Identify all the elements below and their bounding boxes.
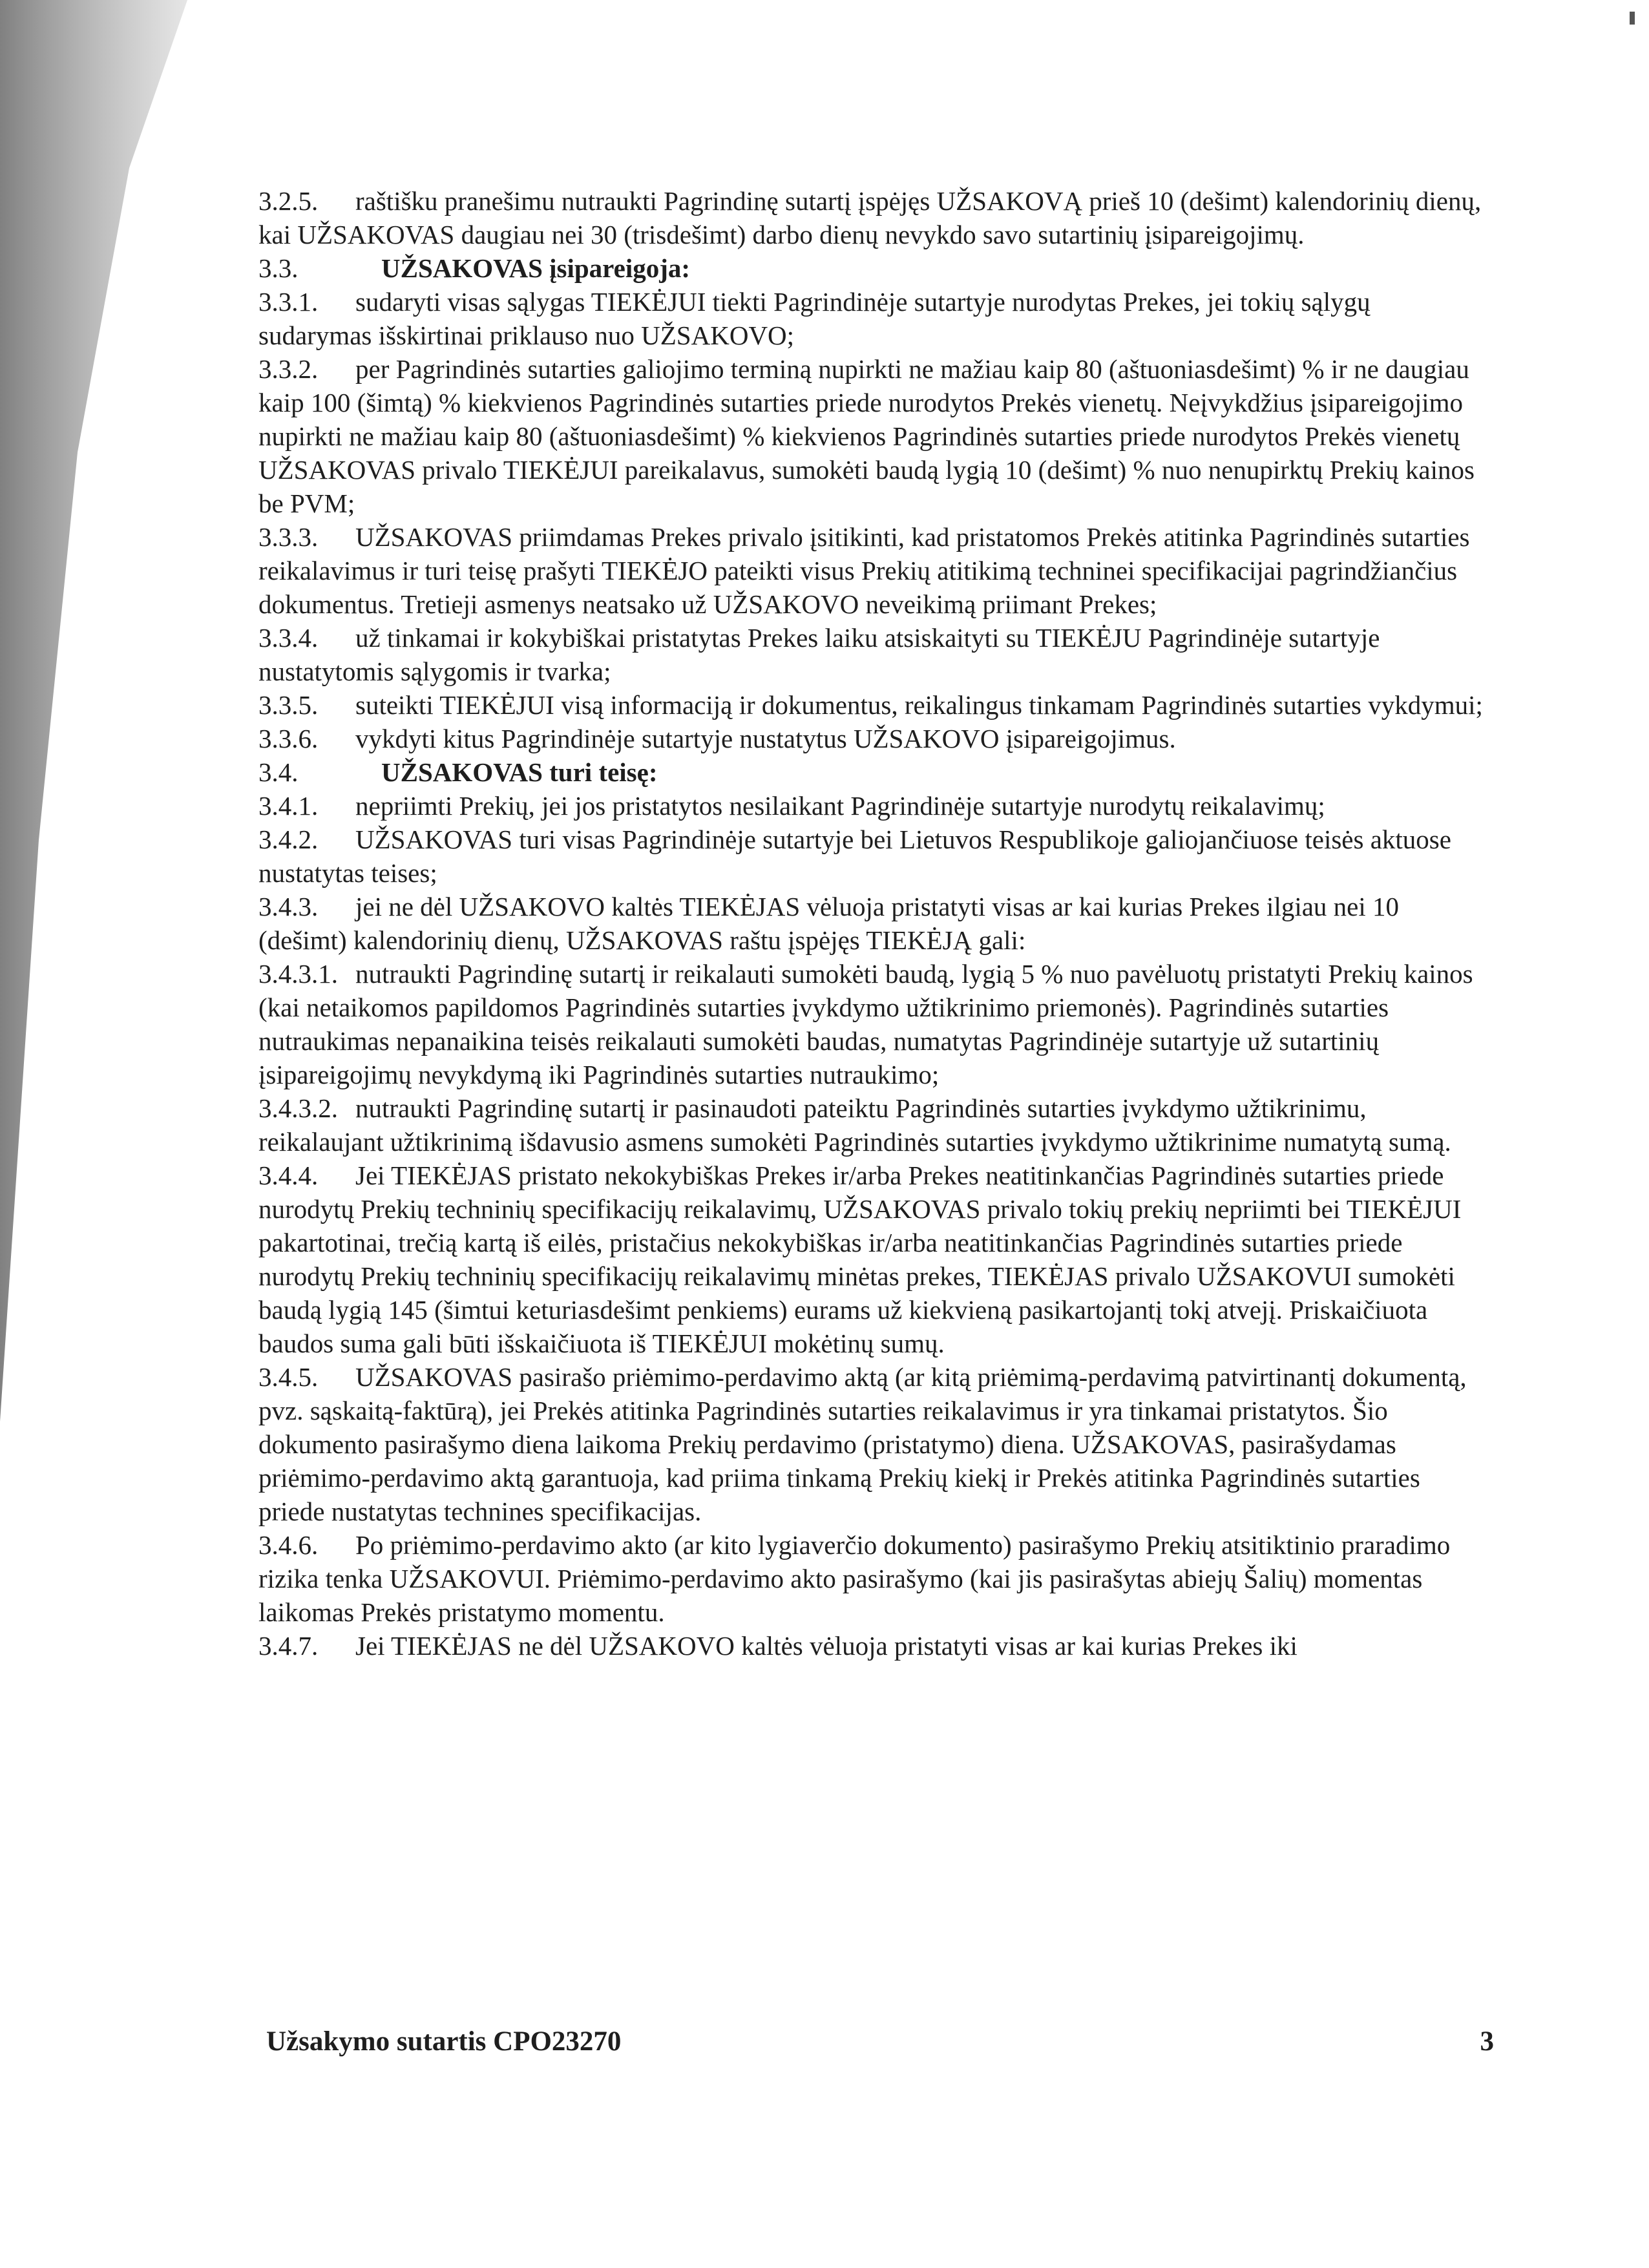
- clause-text: UŽSAKOVAS įsipareigoja:: [381, 253, 691, 283]
- clause-paragraph: [258, 621, 1483, 688]
- clause-number: 3.3.2.: [258, 354, 319, 384]
- clause-text: suteikti TIEKĖJUI visą informaciją ir dokumentus, reikalingus tinkamam Pagrindinės sutarties vykdymui;: [355, 690, 1483, 720]
- clause-paragraph: [258, 722, 1483, 755]
- clause-number: 3.4.7.: [258, 1631, 319, 1661]
- clause-number: 3.3.3.: [258, 522, 319, 552]
- clause-paragraph: [258, 184, 1483, 251]
- section-heading: [258, 755, 1483, 789]
- footer-title: Užsakymo sutartis CPO23270: [266, 2026, 622, 2057]
- clause-paragraph: [258, 957, 1483, 1091]
- clause-text: jei ne dėl UŽSAKOVO kaltės TIEKĖJAS vėluoja pristatyti visas ar kai kurias Prekes ilgiau nei 10 (dešimt) kalendorinių dienų, UŽSAKOVAS raštu įspėjęs TIEKĖJĄ gali:: [258, 892, 1400, 955]
- clause-text: UŽSAKOVAS turi teisę:: [381, 757, 658, 787]
- clause-paragraph: [258, 1091, 1483, 1159]
- clause-paragraph: [258, 1629, 1483, 1663]
- clause-text: už tinkamai ir kokybiškai pristatytas Prekes laiku atsiskaityti su TIEKĖJU Pagrindinėje sutartyje nustatytomis sąlygomis ir tvarka;: [258, 623, 1380, 686]
- clause-number: 3.3.1.: [258, 287, 319, 317]
- clause-paragraph: [258, 1159, 1483, 1360]
- section-heading: [258, 251, 1483, 285]
- clause-text: nutraukti Pagrindinę sutartį ir reikalauti sumokėti baudą, lygią 5 % nuo pavėluotų pristatyti Prekių kainos (kai netaikomos papildomos Pagrindinės sutarties įvykdymo užtikrinimo priemonės). Pagrindinės sutarties nutraukimas nepanaikina teisės reikalauti sumokėti baudas, numatytas Pagrindinėje sutartyje už sutartinių įsipareigojimų nevykdymą iki Pagrindinės sutarties nutraukimo;: [258, 959, 1473, 1089]
- clause-paragraph: [258, 823, 1483, 890]
- clause-number: 3.3.: [258, 253, 299, 283]
- clause-paragraph: [258, 890, 1483, 957]
- document-body: [258, 184, 1483, 1663]
- clause-text: sudaryti visas sąlygas TIEKĖJUI tiekti Pagrindinėje sutartyje nurodytas Prekes, jei tokių sąlygų sudarymas išskirtinai priklauso nuo UŽSAKOVO;: [258, 287, 1371, 350]
- clause-number: 3.4.4.: [258, 1160, 319, 1190]
- clause-text: UŽSAKOVAS pasirašo priėmimo-perdavimo aktą (ar kitą priėmimą-perdavimą patvirtinantį dokumentą, pvz. sąskaitą-faktūrą), jei Prekės atitinka Pagrindinės sutarties reikalavimus ir yra tinkamai pristatytos. Šio dokumento pasirašymo diena laikoma Prekių perdavimo (pristatymo) diena. UŽSAKOVAS, pasirašydamas priėmimo-perdavimo aktą garantuoja, kad priima tinkamą Prekių kiekį ir Prekės atitinka Pagrindinės sutarties priede nustatytas technines specifikacijas.: [258, 1362, 1467, 1526]
- clause-number: 3.3.5.: [258, 690, 319, 720]
- clause-text: per Pagrindinės sutarties galiojimo terminą nupirkti ne mažiau kaip 80 (aštuoniasdešimt) % ir ne daugiau kaip 100 (šimtą) % kiekvienos Pagrindinės sutarties priede nurodytos Prekės vienetų. Neįvykdžius įsipareigojimo nupirkti ne mažiau kaip 80 (aštuoniasdešimt) % kiekvienos Pagrindinės sutarties priede nurodytos Prekės vienetų UŽSAKOVAS privalo TIEKĖJUI pareikalavus, sumokėti baudą lygią 10 (dešimt) % nuo nenupirktų Prekių kainos be PVM;: [258, 354, 1475, 518]
- clause-number: 3.4.1.: [258, 791, 319, 821]
- clause-text: UŽSAKOVAS turi visas Pagrindinėje sutartyje bei Lietuvos Respublikoje galiojančiuose teisės aktuose nustatytas teises;: [258, 824, 1451, 888]
- page-number: 3: [1480, 2026, 1494, 2057]
- clause-text: nepriimti Prekių, jei jos pristatytos nesilaikant Pagrindinėje sutartyje nurodytų reikalavimų;: [355, 791, 1325, 821]
- clause-number: 3.4.: [258, 757, 299, 787]
- clause-paragraph: [258, 520, 1483, 621]
- clause-paragraph: [258, 1360, 1483, 1528]
- clause-text: vykdyti kitus Pagrindinėje sutartyje nustatytus UŽSAKOVO įsipareigojimus.: [355, 724, 1176, 753]
- clause-number: 3.4.6.: [258, 1530, 319, 1560]
- clause-number: 3.4.3.2.: [258, 1093, 338, 1123]
- clause-paragraph: [258, 789, 1483, 823]
- clause-text: Jei TIEKĖJAS pristato nekokybiškas Prekes ir/arba Prekes neatitinkančias Pagrindinės sutarties priede nurodytų Prekių techninių specifikacijų reikalavimų, UŽSAKOVAS privalo tokių prekių nepriimti bei TIEKĖJUI pakartotinai, trečią kartą iš eilės, pristačius nekokybiškas ir/arba neatitinkančias Pagrindinės sutarties priede nurodytų Prekių techninių specifikacijų reikalavimų minėtas prekes, TIEKĖJAS privalo UŽSAKOVUI sumokėti baudą lygią 145 (šimtui keturiasdešimt penkiems) eurams už kiekvieną pasikartojantį tokį atvejį. Priskaičiuota baudos suma gali būti išskaičiuota iš TIEKĖJUI mokėtinų sumų.: [258, 1160, 1462, 1358]
- clause-text: UŽSAKOVAS priimdamas Prekes privalo įsitikinti, kad pristatomos Prekės atitinka Pagrindinės sutarties reikalavimus ir turi teisę prašyti TIEKĖJO pateikti visus Prekių atitikimą techninei specifikacijai pagrindžiančius dokumentus. Tretieji asmenys neatsako už UŽSAKOVO neveikimą priimant Prekes;: [258, 522, 1470, 619]
- clause-number: 3.3.4.: [258, 623, 319, 653]
- clause-text: nutraukti Pagrindinę sutartį ir pasinaudoti pateiktu Pagrindinės sutarties įvykdymo užtikrinimu, reikalaujant užtikrinimą išdavusio asmens sumokėti Pagrindinės sutarties įvykdymo užtikrinime numatytą sumą.: [258, 1093, 1451, 1157]
- clause-paragraph: [258, 352, 1483, 520]
- clause-number: 3.4.2.: [258, 824, 319, 854]
- page-footer: [266, 2026, 1494, 2064]
- clause-number: 3.3.6.: [258, 724, 319, 753]
- clause-text: Po priėmimo-perdavimo akto (ar kito lygiaverčio dokumento) pasirašymo Prekių atsitiktinio praradimo rizika tenka UŽSAKOVUI. Priėmimo-perdavimo akto pasirašymo (kai jis pasirašytas abiejų Šalių) momentas laikomas Prekės pristatymo momentu.: [258, 1530, 1451, 1627]
- clause-text: Jei TIEKĖJAS ne dėl UŽSAKOVO kaltės vėluoja pristatyti visas ar kai kurias Prekes iki: [355, 1631, 1297, 1661]
- clause-text: raštišku pranešimu nutraukti Pagrindinę sutartį įspėjęs UŽSAKOVĄ prieš 10 (dešimt) kalendorinių dienų, kai UŽSAKOVAS daugiau nei 30 (trisdešimt) darbo dienų nevykdo savo sutartinių įsipareigojimų.: [258, 186, 1482, 249]
- clause-paragraph: [258, 1528, 1483, 1629]
- clause-number: 3.2.5.: [258, 186, 319, 216]
- clause-paragraph: [258, 688, 1483, 722]
- clause-number: 3.4.3.: [258, 892, 319, 921]
- clause-number: 3.4.5.: [258, 1362, 319, 1392]
- clause-number: 3.4.3.1.: [258, 959, 338, 989]
- clause-paragraph: [258, 285, 1483, 352]
